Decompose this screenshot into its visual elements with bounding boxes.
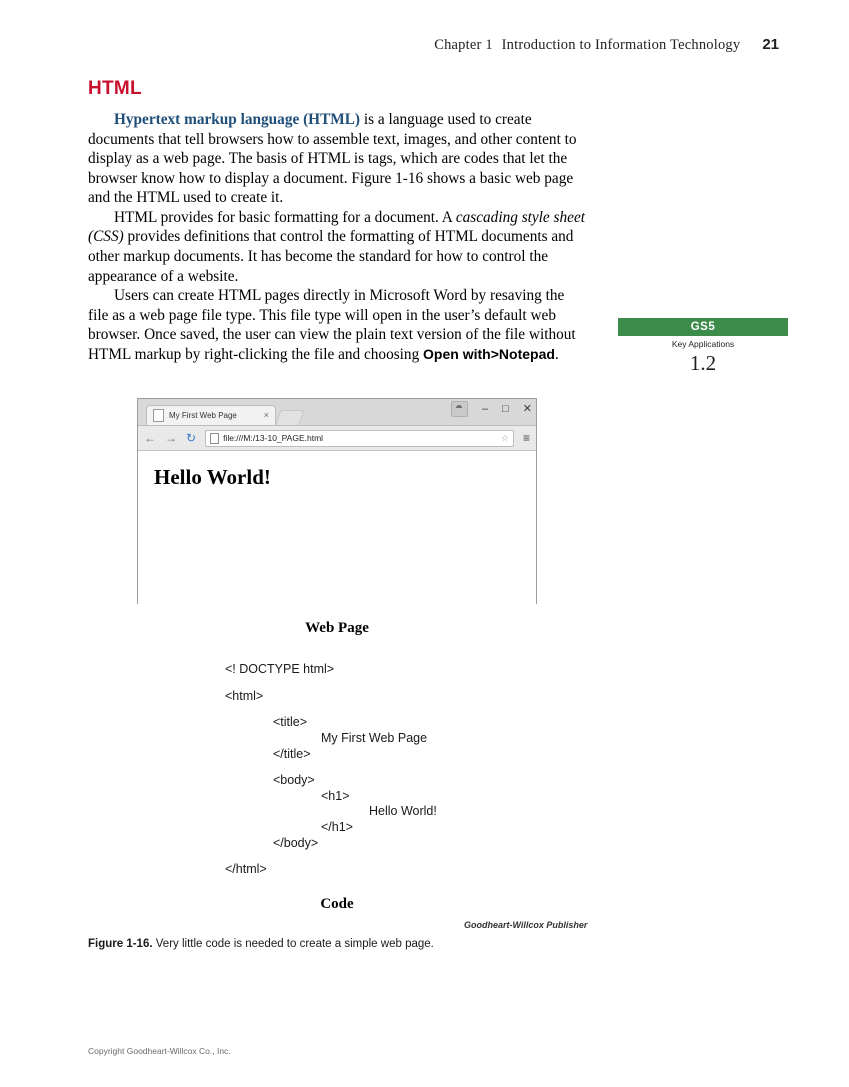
window-controls: [451, 401, 532, 417]
key-term-css: cascading style sheet (CSS): [88, 208, 585, 246]
forward-icon[interactable]: →: [165, 431, 177, 445]
rendered-page-heading: Hello World!: [154, 465, 271, 489]
browser-titlebar: [138, 399, 536, 426]
maximize-button[interactable]: □: [502, 402, 509, 415]
paragraph-2-text-b: provides definitions that control the formatting of HTML documents and other markup documents. It has become the standard for how to control the appearance of a website.: [88, 228, 574, 285]
user-profile-icon[interactable]: [451, 401, 468, 417]
browser-tab-title: My First Web Page: [169, 411, 237, 420]
back-icon[interactable]: ←: [144, 431, 156, 445]
figure-caption: [88, 938, 608, 950]
code-line: </body>: [273, 835, 319, 850]
figure-credit: Goodheart-Willcox Publisher: [464, 920, 588, 930]
paragraph-2: [88, 208, 588, 286]
gs5-subtitle: Key Applications: [671, 339, 735, 349]
address-bar-url: file:///M:/13-10_PAGE.html: [223, 433, 324, 443]
code-line: <h1>: [321, 788, 350, 803]
paragraph-2-text-a: HTML provides for basic formatting for a document. A: [114, 208, 456, 226]
browser-toolbar: [138, 426, 536, 451]
code-listing: [225, 662, 555, 878]
code-line: <body>: [273, 773, 315, 788]
paragraph-3-text-end: .: [554, 345, 559, 363]
hamburger-menu-icon[interactable]: ≡: [522, 431, 530, 445]
close-window-button[interactable]: ✕: [522, 402, 532, 415]
figure-label-code: Code: [320, 896, 354, 912]
close-tab-icon[interactable]: ×: [263, 410, 269, 420]
code-line: <! DOCTYPE html>: [225, 662, 335, 676]
browser-viewport: [138, 451, 536, 604]
code-line: My First Web Page: [321, 730, 428, 745]
code-line: <title>: [273, 715, 308, 730]
running-head-chapter-title: Introduction to Information Technology: [501, 37, 741, 53]
new-tab-button[interactable]: [276, 410, 305, 425]
code-line: Hello World!: [369, 804, 437, 819]
code-line: </html>: [225, 862, 267, 877]
key-term-html: Hypertext markup language (HTML): [114, 111, 361, 128]
code-line: <html>: [225, 688, 264, 703]
menu-path-separator: >: [490, 345, 499, 362]
address-bar[interactable]: [205, 430, 514, 447]
code-line: </h1>: [321, 820, 353, 834]
paragraph-1: [88, 110, 588, 208]
code-blank-line: [225, 678, 555, 689]
paragraph-3-text-a: Users can create HTML pages directly in Microsoft Word by resaving the file as a web page file type. This file type will open in the user’s default web browser. Once saved, the user can view the plain text version of the file without HTML markup by right-clicking the file and choosing: [88, 287, 576, 363]
running-head-text: [434, 37, 740, 54]
minimize-button[interactable]: –: [482, 402, 489, 415]
gs5-badge: GS5: [618, 318, 788, 336]
page-number: 21: [762, 36, 779, 53]
bookmark-star-icon[interactable]: ☆: [500, 432, 509, 443]
paragraph-1-text: is a language used to create documents that tell browsers how to assemble text, images, and other content to display as a web page. The basis of HTML is tags, which are codes that let the browser know how to display a document. Figure 1-16 shows a basic web page and the HTML used to create it.: [88, 111, 577, 207]
gs5-callout-box: [618, 318, 788, 376]
reload-icon[interactable]: ↻: [186, 431, 197, 445]
main-text-column: [88, 78, 588, 365]
page-footer-copyright: Copyright Goodheart-Willcox Co., Inc.: [88, 1046, 231, 1056]
page-favicon-icon: [153, 409, 164, 422]
running-head-chapter: Chapter 1: [434, 37, 493, 53]
browser-tab[interactable]: [146, 405, 276, 425]
code-blank-line: [225, 851, 555, 862]
paragraph-3: [88, 286, 588, 364]
figure-caption-text: Very little code is needed to create a simple web page.: [152, 938, 434, 950]
code-blank-line: [225, 762, 555, 773]
section-heading: HTML: [88, 78, 142, 99]
gs5-objective-number: 1.2: [689, 351, 717, 375]
menu-path-notepad: Notepad: [498, 345, 555, 362]
figure-caption-label: Figure 1-16.: [88, 938, 153, 950]
code-blank-line: [225, 704, 555, 715]
browser-window-figure: [137, 398, 537, 604]
file-icon: [210, 433, 219, 444]
running-head: [434, 36, 779, 54]
figure-label-web-page: Web Page: [305, 620, 369, 636]
menu-path-open-with: Open with: [423, 345, 491, 362]
code-line: </title>: [273, 746, 311, 761]
